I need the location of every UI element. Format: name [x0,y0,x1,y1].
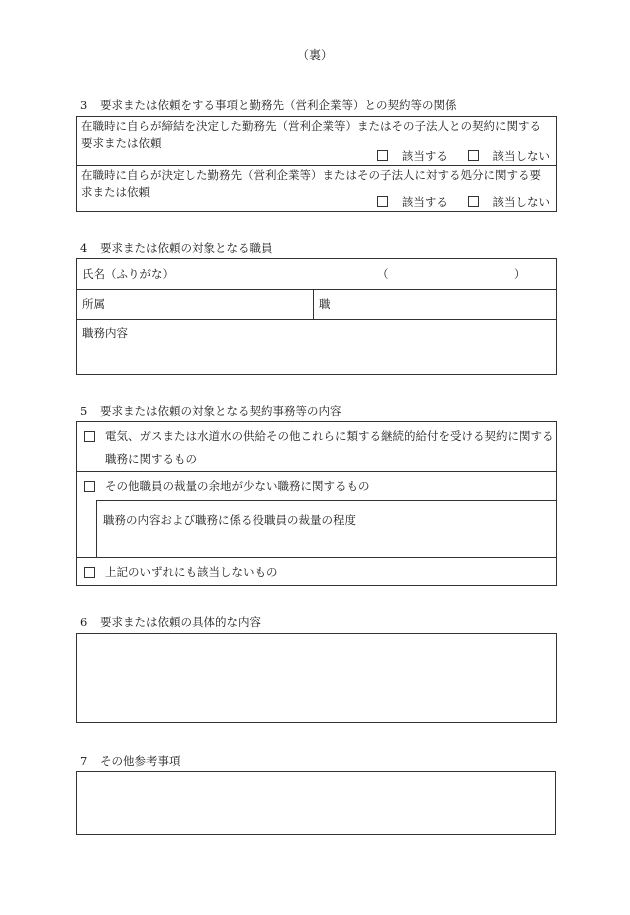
furigana-close-paren: ） [514,267,526,281]
checkbox-icon[interactable] [468,150,479,161]
position-label: 職 [319,297,331,311]
page-header: （裏） [296,48,333,62]
discretion-detail-label: 職務の内容および職務に係る役職員の裁量の程度 [103,513,356,527]
section3-row-disposition-text: 在職時に自らが決定した勤務先（営利企業等）またはその子法人に対する処分に関する要求または依頼 [81,168,541,199]
section3-title-text: 要求または依頼をする事項と勤務先（営利企業等）との契約等の関係 [100,98,457,112]
section4-number: 4 [80,241,88,255]
limited-discretion-label: その他職員の裁量の余地が少ない職務に関するもの [105,479,370,493]
section3-row-disposition-options [361,194,550,210]
section7-number: 7 [80,754,88,768]
duties-row[interactable] [77,319,556,374]
duties-label: 職務内容 [82,326,128,340]
reference-notes-box[interactable] [76,771,556,835]
section5-option-none[interactable] [77,557,556,585]
section3-box [76,116,557,212]
checkbox-icon[interactable] [468,196,479,207]
section3-row-disposition [77,165,556,211]
section6-number: 6 [80,615,88,629]
section5-title [80,403,342,419]
checkbox-icon[interactable] [84,431,95,442]
contract-no-label: 該当しない [492,149,550,163]
section7-title-text: その他参考事項 [100,754,181,768]
contract-yes-label: 該当する [401,149,448,163]
affiliation-cell[interactable] [77,290,314,319]
section4-box [76,258,557,375]
section6-title-text: 要求または依頼の具体的な内容 [100,615,261,629]
section3-row-contract [77,117,556,165]
position-cell[interactable] [314,290,556,319]
utility-option-line2: 職務に関するもの [105,452,197,466]
checkbox-icon[interactable] [84,481,95,492]
section6-title [80,614,261,630]
section3-row-contract-options [361,148,550,164]
affiliation-row [77,289,556,319]
section5-option-utility[interactable] [77,422,556,471]
checkbox-icon[interactable] [377,196,388,207]
disposition-no-option[interactable] [460,195,551,209]
section5-box [76,421,557,586]
name-row[interactable] [77,259,556,289]
section3-row-contract-text: 在職時に自らが締結を決定した勤務先（営利企業等）またはその子法人との契約に関する要求または依頼 [81,119,541,150]
affiliation-label: 所属 [82,297,105,311]
specific-content-box[interactable] [76,633,557,723]
section5-number: 5 [80,404,88,418]
contract-no-option[interactable] [460,149,551,163]
contract-yes-option[interactable] [369,149,448,163]
section4-title [80,240,273,256]
section3-title [80,97,457,113]
section7-title [80,753,181,769]
none-option-label: 上記のいずれにも該当しないもの [105,565,278,579]
furigana-open-paren: （ [377,267,389,281]
section5-option-limited-discretion[interactable] [77,471,556,557]
name-label: 氏名（ふりがな） [82,267,174,281]
checkbox-icon[interactable] [84,567,95,578]
disposition-no-label: 該当しない [492,195,550,209]
section3-number: 3 [80,98,88,112]
section4-title-text: 要求または依頼の対象となる職員 [100,241,273,255]
section5-title-text: 要求または依頼の対象となる契約事務等の内容 [100,404,342,418]
discretion-detail-box[interactable] [96,500,557,557]
utility-option-line1: 電気、ガスまたは水道水の供給その他これらに類する継続的給付を受ける契約に関する [105,429,554,443]
checkbox-icon[interactable] [377,150,388,161]
disposition-yes-option[interactable] [369,195,448,209]
disposition-yes-label: 該当する [401,195,448,209]
